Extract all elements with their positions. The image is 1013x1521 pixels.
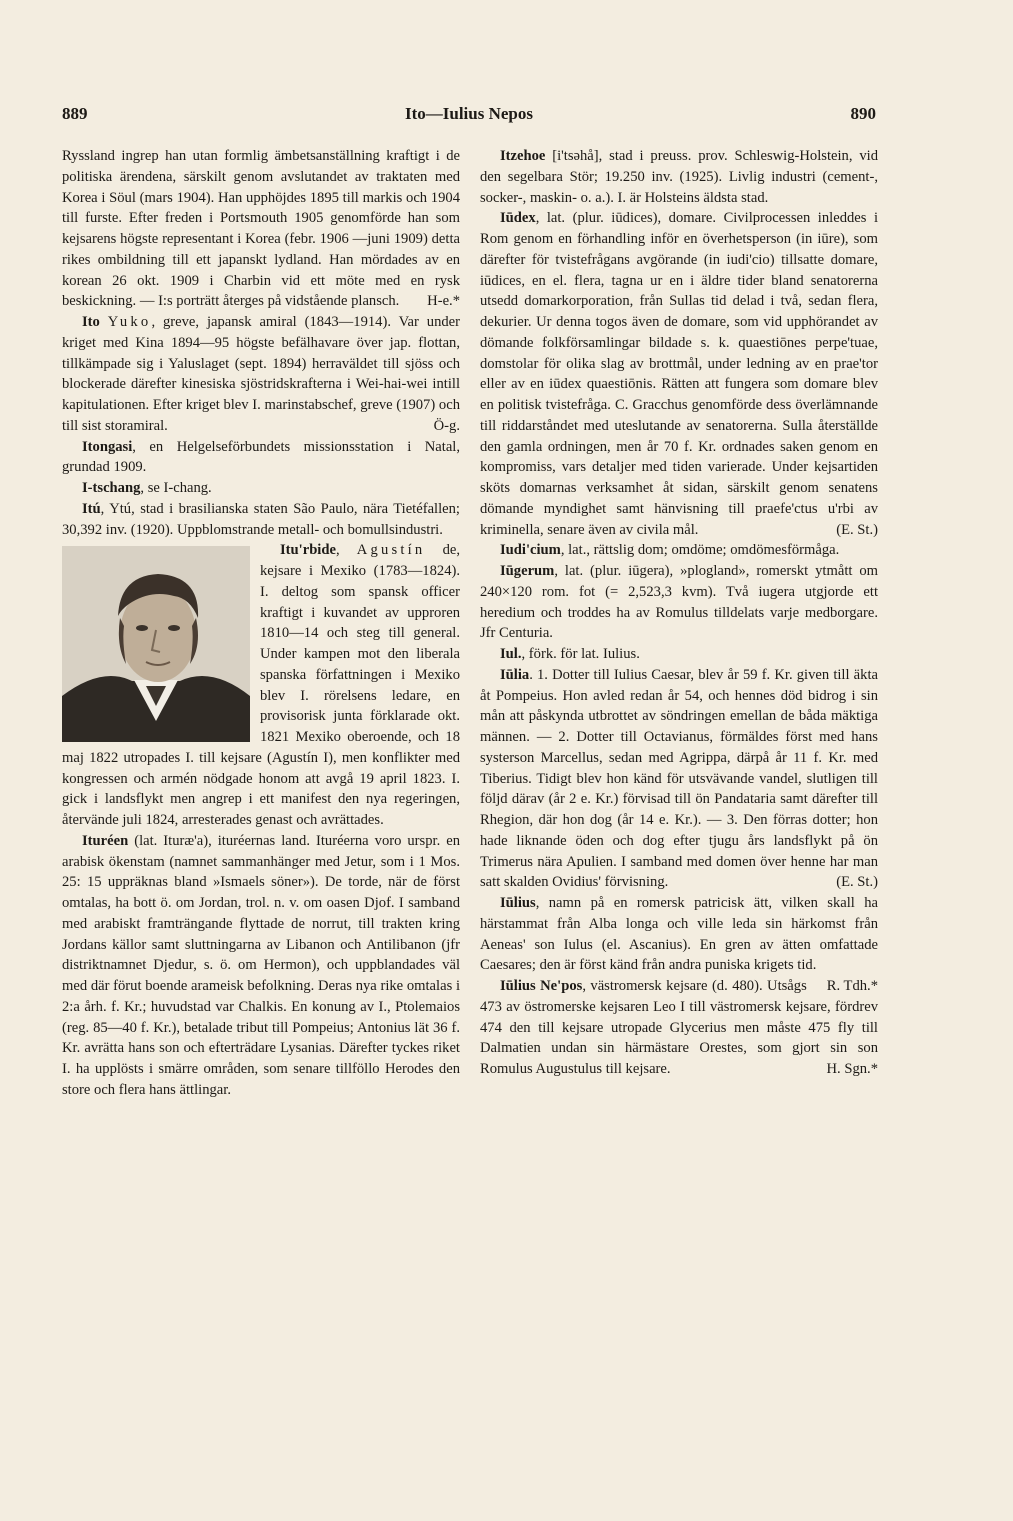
page-number-left: 889 — [62, 104, 88, 123]
entry-iulia: Iūlia. 1. Dotter till Iulius Caesar, blev år 59 f. Kr. given till äkta åt Pompeius. Hon avled redan år 54, och hennes död bidrog i sin mån att påskynda utbrottet av söndringen emellan de båda mäktiga männen. — 2. Dotter till Octavianus, förmäldes först med hans systerson Marcellus, sedan med Agrippa, därpå år 11 f. Kr. med Tiberius. Tidigt blev hon känd för utsvävande vandel, slutligen till följd därav (år 2 e. Kr.) förvisad till ön Pandataria samt därefter till Rhegion, där hon dog (år 14 e. Kr.). — 3. Den förras dotter; hon hade liknande öden och dog efter tjugu års landsflykt på ön Trimerus nära Apulien. I samband med domen över henne har man satt skalden Ovidius' förvisning. (E. St.) — [480, 665, 878, 893]
entry-iulius: Iūlius, namn på en romersk patricisk ätt, vilken skall ha härstammat från Alba longa och ville leda sin härkomst från Aeneas' son Iulus (el. Ascanius). En gren av ätten omfattade Caesares; den är först känd från andra puniska krigets tid. R. Tdh.* — [480, 893, 878, 976]
page-header — [62, 104, 876, 128]
left-column — [62, 146, 460, 1101]
entry-i-tschang: I-tschang, se I-chang. — [82, 480, 212, 496]
portrait-image — [62, 546, 250, 742]
page-number-right: 890 — [850, 104, 876, 123]
entry-iudex: Iūdex, lat. (plur. iūdices), domare. Civilprocessen inleddes i Rom genom en förhandling inför en överhetsperson (in iūre), som därefter för tvistefrågans avgörande (in iudi'cio) tillsatte domare, iūdices, en el. flera, tagna ur en i äldre tider bland senatorerna utsedd domarkorporation, från Sullas tid delad i två, sedan flera, dekurier. Ur denna togos även de domare, som vid upphörandet av dömande folkförsamlingar bildade s. k. quaestiōnes perpe'tuae, domstolar för olika slag av brottmål, under ledning av en prae'tor eller av en iūdex quaestiōnis. Rätten att fungera som domare blev en politisk tvistefråga. C. Gracchus genomförde dess överlämnande till riddarståndet med uteslutande av senatorerna. Sulla återställde den gamla ordningen, men år 70 f. Kr. ordnades saken genom en kompromiss, vars detaljer med tiden varierade. Under kejsartiden sköts domarnas verksamhet åt sidan, särskilt genom senatens dömande myndighet samt hänvisning till praefe'ctus u'rbi av kriminella, senare även av civila mål. (E. St.) — [480, 208, 878, 540]
headword: Ituréen — [82, 832, 129, 849]
entry-ito-hirobumi-continued: Ryssland ingrep han utan formlig ämbetsanställning kraftigt i de politiska ärendena, särskilt genom avslutandet av traktaten med Korea i Söul (mars 1904). Han upphöjdes 1895 till markis och 1904 till furste. Efter freden i Portsmouth 1905 genomförde han som kejsarens högste representant i Korea (febr. 1906 —juni 1909) detta rikes ombildning till ett japanskt lydland. Han mördades av en korean 26 okt. 1909 i Charbin vid ett möte med en rysk beskickning. — I:s porträtt återges på vidstående plansch. H-e.* — [62, 146, 460, 312]
signature: H. Sgn.* — [826, 1061, 878, 1077]
signature: H-e.* — [427, 293, 460, 310]
entry-itzehoe: Itzehoe [i'tsəhå], stad i preuss. prov. Schleswig-Holstein, vid den segelbara Stör; 19.250 inv. (1925). Livlig industri (cement-, socker-, maskin- o. a.). I. är Holsteins äldsta stad. — [480, 148, 878, 206]
entry-iudicium: Iudi'cium, lat., rättslig dom; omdöme; omdömesförmåga. — [500, 542, 840, 559]
headword: Iūlia — [500, 666, 530, 683]
headword: Iūgerum — [500, 563, 555, 579]
headword: Iūlius — [500, 895, 536, 911]
entry-ito-yuko: Ito Yuko, greve, japansk amiral (1843—1914). Var under kriget med Kina 1894—95 högste befälhavare över jap. flottan, tillkämpade sig i Yaluslaget (sept. 1894) herraväldet till sjöss och blockerade därefter kinesiska sjöstridskrafterna i Wei-hai-wei intill kapitulationen. Efter kriget blev I. marinstabschef, greve (1907) och till sist storamiral. Ö-g. — [62, 312, 460, 437]
entry-itureen: Ituréen (lat. Ituræ'a), ituréernas land. Ituréerna voro urspr. en arabisk ökenstam (namnet sammanhänger med Jetur, som i 1 Mos. 25: 15 uppräknas bland »Ismaels söner»). De torde, när de först omtalas, ha bott ö. om Jordan, trol. n. v. om oasen Djof. I samband med arabiskt framträngande flyttade de norrut, till trakten kring Jordans källor samt sluttningarna av Libanon och Antilibanon (jfr distriktnamnet Djedur, s. ö. om Hermon), och uppblandades väl med där förut boende arameisk befolkning. Deras nya rike omtalas i 2:a årh. f. Kr.; huvudstad var Chalkis. En konung av I., Ptolemaios (reg. 85—40 f. Kr.), betalade tribut till Pompeius; Antonius lät 36 f. Kr. avrätta hans son och efterträdare Lysanias. Därefter tyckes riket I. ha upplösts i smärre områden, som senare tillföllo Herodes den store och flera hans ättlingar. — [62, 832, 460, 1098]
signature: (E. St.) — [836, 874, 878, 891]
entry-iugerum: Iūgerum, lat. (plur. iūgera), »plogland», romerskt ytmått om 240×120 rom. fot (= 2,523,3 kvm). Två iugera utgjorde ett heredium och troddes ha av Romulus tilldelats varje medborgare. Jfr Centuria. — [480, 563, 878, 642]
entry-itongasi: Itongasi, en Helgelseförbundets missionsstation i Natal, grundad 1909. — [62, 438, 460, 476]
headword: Itu'rbide — [280, 542, 336, 559]
signature: (E. St.) — [836, 521, 878, 538]
entry-iturbide: Itu'rbide, Agustín de, kejsare i Mexiko (1783—1824). I. deltog som spansk officer kraftigt i kuvandet av upproren 1810—14 och steg till general. Under kampen mot den liberala spanska författningen i Mexiko blev I. rörelsens ledare, en provisorisk junta förklarade okt. 1821 Mexiko oberoende, och 18 maj 1822 utropades I. till kejsare (Agustín I), men konflikter med kongressen och armén nödgade honom att avgå 19 april 1823. I. gick i landsflykt men angrep i ett manifest den nya regeringen, återvände juli 1824, arresterades genast och avrättades. — [62, 542, 460, 828]
spaced-name: Yuko — [107, 314, 152, 330]
headword: Itongasi — [82, 438, 133, 455]
headword: I-tschang — [82, 480, 141, 496]
headword: Itú — [82, 500, 101, 517]
headword: Iūdex — [500, 210, 536, 227]
signature: Ö-g. — [433, 417, 460, 434]
signature: R. Tdh.* — [826, 978, 878, 994]
headword: Ito — [82, 314, 100, 330]
headword: Iul. — [500, 646, 522, 662]
headword: Itzehoe — [500, 148, 546, 164]
running-title: Ito—Iulius Nepos — [404, 104, 533, 123]
headword: Iudi'cium — [500, 542, 561, 559]
entry-iul: Iul., förk. för lat. Iulius. — [500, 646, 640, 662]
entry-iulius-nepos: Iūlius Ne'pos, västromersk kejsare (d. 480). Utsågs 473 av östromerske kejsaren Leo I till västromersk kejsare, fördrev 474 den till kejsare utropade Glycerius men måste 475 fly till Dalmatien undan sin härmästare Orestes, som gjort sin son Romulus Augustulus till kejsare. H. Sgn.* — [480, 976, 878, 1080]
entry-itu: Itú, Ytú, stad i brasilianska staten São Paulo, nära Tietéfallen; 30,392 inv. (1920). Uppblomstrande metall- och bomullsindustri. — [62, 500, 460, 538]
right-column — [480, 146, 878, 1080]
spaced-name: Agustín — [356, 542, 426, 559]
headword: Iūlius Ne'pos — [500, 978, 583, 994]
portrait-iturbide — [62, 546, 250, 742]
